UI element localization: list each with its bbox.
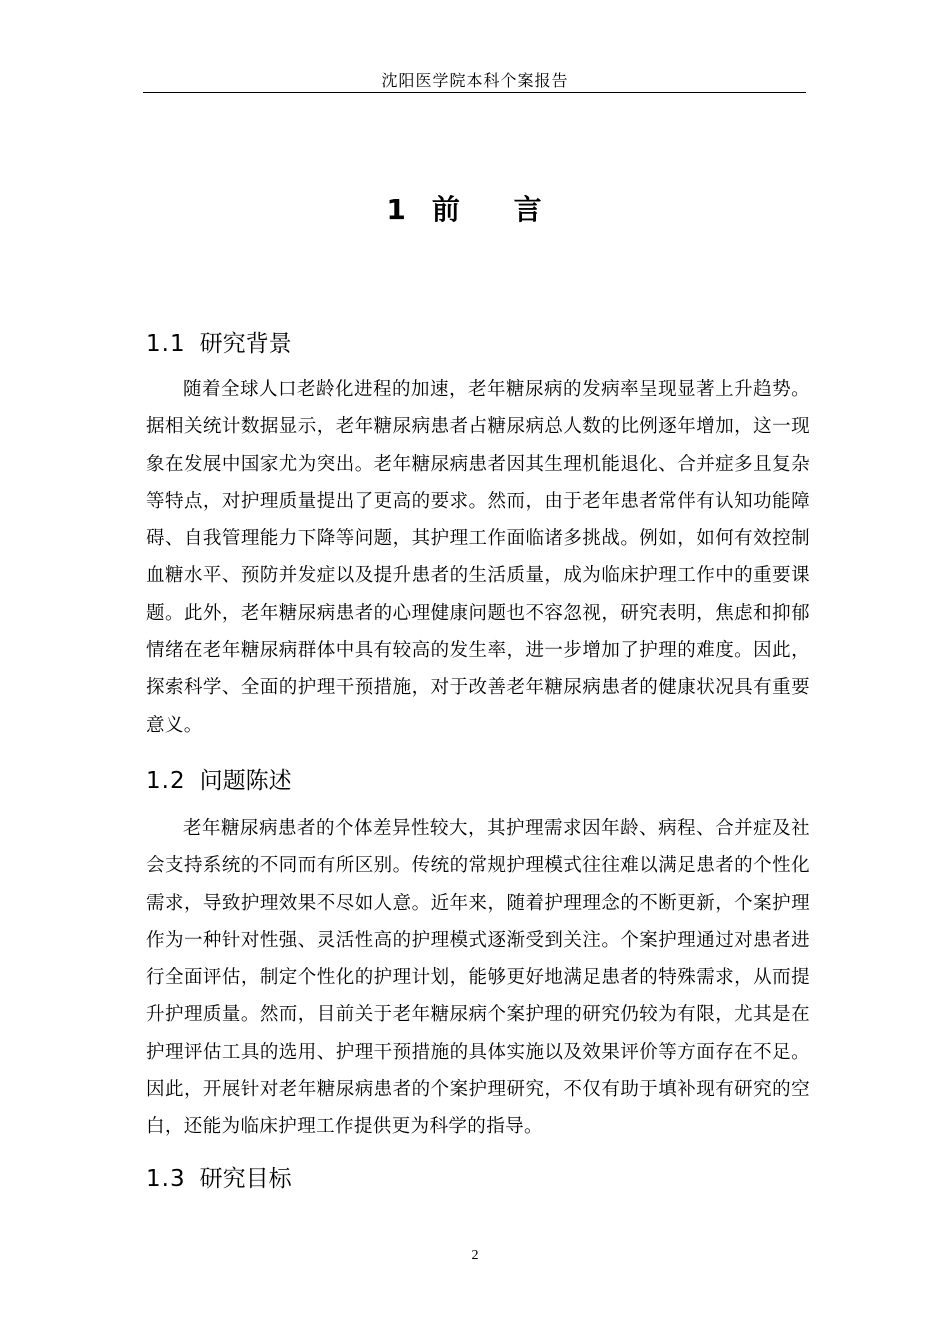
section-number: 1.1 bbox=[146, 331, 186, 357]
section-number: 1.3 bbox=[146, 1166, 186, 1192]
chapter-number: 1 bbox=[386, 193, 408, 226]
section-title: 研究背景 bbox=[199, 331, 292, 357]
page-number: 2 bbox=[471, 1248, 479, 1263]
section-number: 1.2 bbox=[146, 768, 186, 794]
section-heading-1-1 bbox=[146, 325, 292, 358]
chapter-title bbox=[0, 188, 950, 228]
chapter-title-text: 前 言 bbox=[431, 193, 564, 226]
section-paragraph-problem: 老年糖尿病患者的个体差异性较大，其护理需求因年龄、病程、合并症及社会支持系统的不同而有所区别。传统的常规护理模式往往难以满足患者的个性化需求，导致护理效果不尽如人意。近年来，随着护理理念的不断更新，个案护理作为一种针对性强、灵活性高的护理模式逐渐受到关注。个案护理通过对患者进行全面评估，制定个性化的护理计划，能够更好地满足患者的特殊需求，从而提升护理质量。然而，目前关于老年糖尿病个案护理的研究仍较为有限，尤其是在护理评估工具的选用、护理干预措施的具体实施以及效果评价等方面存在不足。因此，开展针对老年糖尿病患者的个案护理研究，不仅有助于填补现有研究的空白，还能为临床护理工作提供更为科学的指导。 bbox=[146, 818, 810, 1138]
running-header: 沈阳医学院本科个案报告 bbox=[381, 71, 569, 90]
section-heading-1-2 bbox=[146, 762, 292, 795]
header-divider bbox=[143, 92, 806, 93]
section-title: 问题陈述 bbox=[199, 768, 292, 794]
section-title: 研究目标 bbox=[199, 1166, 292, 1192]
section-heading-1-3 bbox=[146, 1160, 292, 1193]
section-paragraph-background: 随着全球人口老龄化进程的加速，老年糖尿病的发病率呈现显著上升趋势。据相关统计数据显示，老年糖尿病患者占糖尿病总人数的比例逐年增加，这一现象在发展中国家尤为突出。老年糖尿病患者因其生理机能退化、合并症多且复杂等特点，对护理质量提出了更高的要求。然而，由于老年患者常伴有认知功能障碍、自我管理能力下降等问题，其护理工作面临诸多挑战。例如，如何有效控制血糖水平、预防并发症以及提升患者的生活质量，成为临床护理工作中的重要课题。此外，老年糖尿病患者的心理健康问题也不容忽视，研究表明，焦虑和抑郁情绪在老年糖尿病群体中具有较高的发生率，进一步增加了护理的难度。因此，探索科学、全面的护理干预措施，对于改善老年糖尿病患者的健康状况具有重要意义。 bbox=[146, 379, 810, 736]
